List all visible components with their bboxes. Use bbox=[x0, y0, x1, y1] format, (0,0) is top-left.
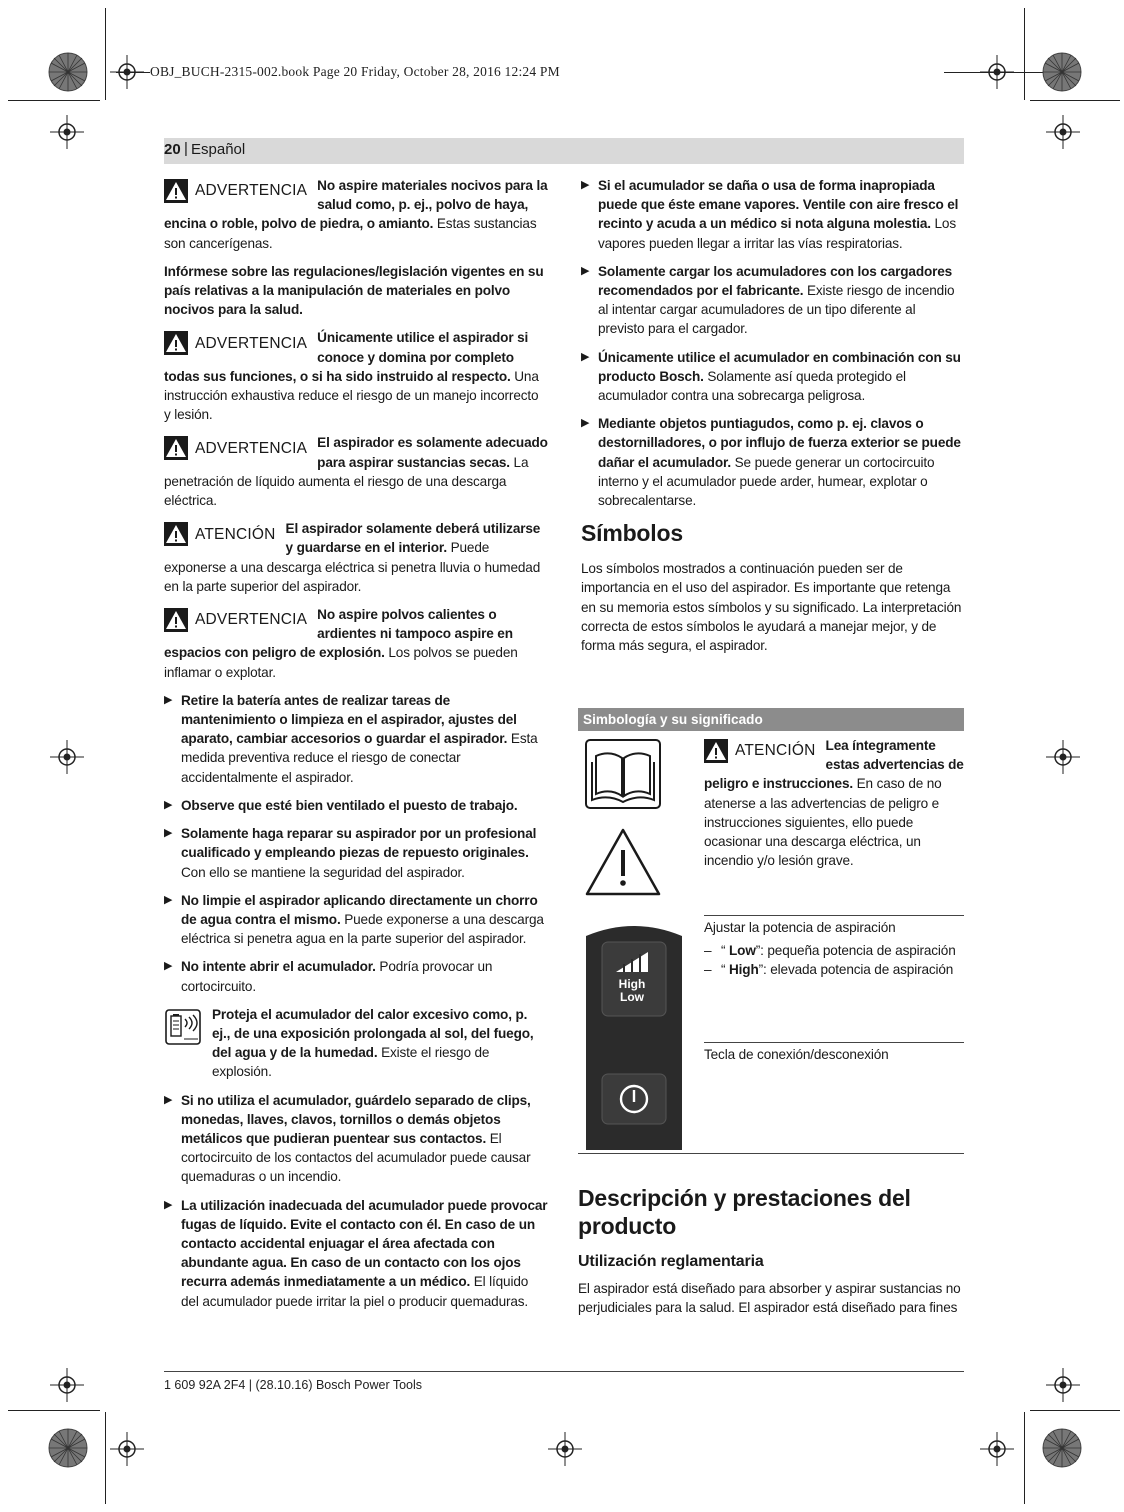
page-header bbox=[164, 138, 964, 164]
bullet-water-jet: ▶ No limpie el aspirador aplicando directamente un chorro de agua contra el mismo. Puede exponerse a una descarga eléctrica si penetra agua en la parte superior del aspirador. bbox=[164, 892, 544, 947]
bullet-chargers: ▶ Solamente cargar los acumuladores con los cargadores recomendados por el fabricante. Existe riesgo de incendio al intentar cargar acumuladores de un tipo diferente al previsto para el cargador. bbox=[581, 263, 955, 337]
crop-mark-bottom-right bbox=[1030, 1410, 1120, 1411]
warning-text: Una instrucción exhaustiva reduce el riesgo de un manejo incorrecto y lesión. bbox=[164, 368, 539, 423]
symbols-intro: Los símbolos mostrados a continuación pueden ser de importancia en el uso del aspirador. Es importante que retenga en su memoria estos símbolos y su significado. La interpretación correcta de estos símbolos le ayudará a manejar mejor, y de forma más segura, el aspirador. bbox=[581, 561, 962, 654]
subsection-title-usage: Utilización reglamentaria bbox=[578, 1253, 764, 1270]
read-manual-icon bbox=[584, 738, 662, 810]
table-bottom-line bbox=[578, 1153, 964, 1154]
warning-text: Puede exponerse a una descarga eléctrica si penetra lluvia o humedad en la parte superior del aspirador. bbox=[164, 540, 541, 594]
suction-power-title: Ajustar la potencia de aspiración bbox=[704, 920, 896, 935]
table-divider bbox=[704, 915, 964, 916]
registration-mark-icon bbox=[50, 115, 84, 149]
bullet-marker: ▶ bbox=[164, 1198, 173, 1211]
color-rosette-icon bbox=[48, 1428, 88, 1468]
signal-word: ADVERTENCIA bbox=[164, 178, 307, 204]
warning-triangle-large-icon bbox=[584, 826, 662, 898]
bullet-marker: ▶ bbox=[164, 893, 173, 906]
bullet-marker: ▶ bbox=[164, 798, 173, 811]
crop-mark-left-top bbox=[105, 8, 106, 100]
section-title-description: Descripción y prestaciones del producto bbox=[578, 1185, 911, 1239]
registration-mark-icon bbox=[1046, 115, 1080, 149]
signal-word: ADVERTENCIA bbox=[164, 607, 307, 633]
panel-high-label: High bbox=[618, 977, 646, 991]
registration-mark-icon bbox=[50, 740, 84, 774]
registration-mark-icon bbox=[110, 55, 144, 89]
crop-mark-top-right bbox=[1030, 100, 1120, 101]
bullet-marker: ▶ bbox=[581, 417, 590, 430]
bullet-store-separately: ▶ Si no utiliza el acumulador, guárdelo separado de clips, monedas, llaves, clavos, tornillos o demás objetos metálicos que pudieran puentear sus contactos. El cortocircuito de los contactos del acumulador puede causar quemaduras o un incendio. bbox=[164, 1092, 531, 1185]
warning-triangle-icon bbox=[704, 739, 728, 763]
battery-heat-icon bbox=[164, 1007, 204, 1047]
row-on-off: Tecla de conexión/desconexión bbox=[704, 1047, 889, 1062]
warning-text: Estas sustancias son cancerígenas. bbox=[164, 216, 537, 251]
bullet-marker: ▶ bbox=[164, 960, 173, 973]
bullet-marker: ▶ bbox=[164, 693, 173, 706]
signal-word: ADVERTENCIA bbox=[164, 330, 307, 356]
warning-bold: No aspire materiales nocivos para la salud como, p. ej., polvo de haya, encina o roble, polvo de piedra, o amianto. bbox=[164, 178, 548, 232]
header-separator: | bbox=[184, 140, 188, 157]
crop-mark-top-left bbox=[8, 100, 100, 101]
caution-indoor bbox=[164, 519, 548, 596]
registration-mark-icon bbox=[1046, 1368, 1080, 1402]
crop-mark-left-bottom bbox=[105, 1412, 106, 1504]
bullet-bosch-product: ▶ Únicamente utilice el acumulador en combinación con su producto Bosch. Solamente así queda protegido el acumulador contra una sobrecarga peligrosa. bbox=[581, 349, 961, 404]
registration-mark-icon bbox=[1046, 740, 1080, 774]
bullet-open-battery: ▶ No intente abrir el acumulador. Podría provocar un cortocircuito. bbox=[164, 959, 493, 994]
warning-bold: El aspirador es solamente adecuado para aspirar sustancias secas. bbox=[317, 435, 548, 470]
bullet-marker: ▶ bbox=[581, 264, 590, 277]
bullet-marker: ▶ bbox=[581, 179, 590, 191]
product-description bbox=[578, 1178, 964, 1327]
warning-triangle-icon bbox=[164, 522, 188, 546]
table-header: Simbología y su significado bbox=[578, 708, 964, 731]
warning-triangle-icon bbox=[164, 608, 188, 632]
bullet-remove-battery: ▶ Retire la batería antes de realizar tareas de mantenimiento o limpieza en el aspirador, ajustes del aparato, cambiar accesorios o guardar el aspirador. Esta medida preventiva reduce el riesgo de conectar accidentalmente el aspirador. bbox=[164, 692, 538, 785]
bullet-leakage: ▶ La utilización inadecuada del acumulador puede provocar fugas de líquido. Evite el contacto con él. En caso de un contacto accidental enjuagar el área afectada con abundante agua. En caso de un contacto con los ojos recurra además inmediatamente a un médico. El líquido del acumulador puede irritar la piel o producir quemaduras. bbox=[164, 1197, 548, 1309]
registration-mark-icon bbox=[110, 1432, 144, 1466]
warning-bold: No aspire polvos calientes o ardientes ni tampoco aspire en espacios con peligro de explosión. bbox=[164, 607, 513, 661]
suction-high-item: – “ High”: elevada potencia de aspiración bbox=[704, 962, 954, 978]
warning-bold: El aspirador solamente deberá utilizarse y guardarse en el interior. bbox=[285, 521, 541, 556]
suction-low-item: – “ Low”: pequeña potencia de aspiración bbox=[704, 943, 956, 959]
registration-mark-icon bbox=[980, 55, 1014, 89]
panel-low-label: Low bbox=[620, 990, 644, 1004]
bullet-sharp-objects: ▶ Mediante objetos puntiagudos, como p. ej. clavos o destornilladores, o por influjo de fuerza exterior se puede dañar el acumulador. Se puede generar un cortocircuito interno y el acumulador puede arder, humear, explotar o sobrecalentarse. bbox=[581, 416, 961, 509]
warning-dry-only bbox=[164, 433, 548, 510]
left-column bbox=[164, 176, 548, 1320]
page-footer: 1 609 92A 2F4 | (28.10.16) Bosch Power Tools bbox=[164, 1378, 423, 1392]
registration-mark-icon bbox=[980, 1432, 1014, 1466]
control-panel-illustration bbox=[582, 922, 686, 1150]
bullet-marker: ▶ bbox=[581, 350, 590, 363]
table-divider bbox=[704, 1042, 964, 1043]
warning-harmful-dust bbox=[164, 176, 548, 253]
print-info: OBJ_BUCH-2315-002.book Page 20 Friday, October 28, 2016 12:24 PM bbox=[150, 64, 560, 79]
warning-triangle-icon bbox=[164, 179, 188, 203]
usage-text: El aspirador está diseñado para absorber y aspirar sustancias no perjudiciales para la salud. El aspirador está diseñado para fines bbox=[578, 1281, 961, 1316]
row-suction-power bbox=[704, 918, 964, 980]
bullet-ventilation: ▶ Observe que esté bien ventilado el puesto de trabajo. bbox=[164, 796, 548, 815]
color-rosette-icon bbox=[1042, 52, 1082, 92]
warning-text: Los polvos se pueden inflamar o explotar. bbox=[164, 645, 518, 680]
crop-mark-bottom-left bbox=[8, 1410, 100, 1411]
footer-rule bbox=[164, 1371, 964, 1372]
signal-word: ADVERTENCIA bbox=[164, 435, 307, 461]
warning-hot-dust bbox=[164, 605, 548, 682]
row-read-instructions: ATENCIÓN Lea íntegramente estas advertencias de peligro e instrucciones. En caso de no atenerse a las advertencias de peligro e instrucciones siguientes, ello puede ocasionar una descarga eléctrica, un incendio y/o lesión grave. bbox=[704, 738, 964, 869]
crop-mark-right-top bbox=[1024, 8, 1025, 100]
bullet-marker: ▶ bbox=[164, 1093, 173, 1106]
signal-word: ATENCIÓN bbox=[164, 521, 276, 547]
warning-instruction bbox=[164, 328, 548, 424]
page-number: 20 bbox=[164, 141, 181, 158]
warning-bold: Únicamente utilice el aspirador si conoce y domina por completo todas sus funciones, o si ha sido instruido al respecto. bbox=[164, 330, 529, 384]
header-language: Español bbox=[191, 141, 246, 158]
color-rosette-icon bbox=[48, 52, 88, 92]
heat-protection: Proteja el acumulador del calor excesivo como, p. ej., de una exposición prolongada al sol, del fuego, del agua y de la humedad. Existe el riesgo de explosión. bbox=[164, 1005, 548, 1082]
bullet-marker: ▶ bbox=[164, 827, 173, 840]
info-regulations: Infórmese sobre las regulaciones/legislación vigentes en su país relativas a la manipulación de materiales en polvo nocivos para la salud. bbox=[164, 263, 544, 318]
warning-triangle-icon bbox=[164, 331, 188, 355]
color-rosette-icon bbox=[1042, 1428, 1082, 1468]
bullet-repair: ▶ Solamente haga reparar su aspirador por un profesional cualificado y empleando piezas de repuesto originales. Con ello se mantiene la seguridad del aspirador. bbox=[164, 826, 537, 880]
section-title-symbols: Símbolos bbox=[581, 520, 683, 547]
warning-triangle-icon bbox=[164, 436, 188, 460]
right-column bbox=[581, 176, 964, 664]
signal-word: ATENCIÓN bbox=[704, 738, 816, 764]
bullet-vapors: ▶ Si el acumulador se daña o usa de forma inapropiada puede que éste emane vapores. Ventile con aire fresco el recinto y acuda a un médico si nota alguna molestia. Los vapores pueden llegar a irritar las vías respiratorias. bbox=[581, 178, 959, 251]
registration-mark-icon bbox=[50, 1368, 84, 1402]
crop-mark-right-bottom bbox=[1024, 1412, 1025, 1504]
registration-mark-icon bbox=[548, 1432, 582, 1466]
warning-text: La penetración de líquido aumenta el riesgo de una descarga eléctrica. bbox=[164, 454, 529, 509]
